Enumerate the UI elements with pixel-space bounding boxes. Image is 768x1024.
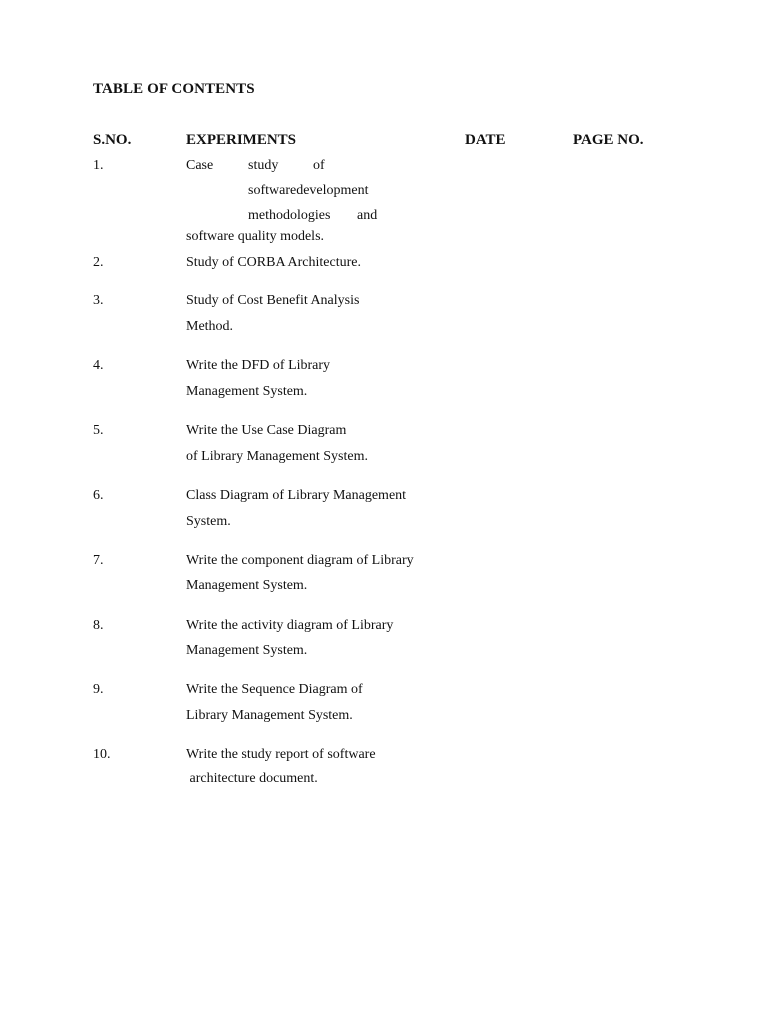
item-9-line-1: Write the Sequence Diagram of: [186, 682, 363, 697]
item-2-sno: 2.: [93, 255, 104, 270]
item-1-sno: 1.: [93, 158, 104, 173]
item-1-word-methodologies: methodologies: [248, 208, 331, 223]
item-9-line-2: Library Management System.: [186, 708, 353, 723]
item-10-line-1: Write the study report of software: [186, 747, 376, 762]
header-date: DATE: [465, 132, 506, 148]
item-1-word-study: study: [248, 158, 279, 173]
item-8-line-2: Management System.: [186, 643, 308, 658]
item-5-line-2: of Library Management System.: [186, 449, 368, 464]
item-3-line-2: Method.: [186, 319, 234, 334]
item-3-line-1: Study of Cost Benefit Analysis: [186, 293, 360, 308]
header-page-no: PAGE NO.: [573, 132, 644, 148]
item-5-line-1: Write the Use Case Diagram: [186, 423, 347, 438]
item-4-line-2: Management System.: [186, 384, 308, 399]
item-2-line-1: Study of CORBA Architecture.: [186, 255, 361, 270]
item-5-sno: 5.: [93, 423, 104, 438]
item-4-line-1: Write the DFD of Library: [186, 358, 331, 373]
item-8-sno: 8.: [93, 618, 104, 633]
header-experiments: EXPERIMENTS: [186, 132, 297, 148]
item-6-sno: 6.: [93, 488, 104, 503]
page-title: TABLE OF CONTENTS: [93, 81, 255, 97]
item-6-line-1: Class Diagram of Library Management: [186, 488, 407, 503]
item-7-sno: 7.: [93, 553, 104, 568]
item-1-word-and: and: [357, 208, 378, 223]
item-1-word-of: of: [313, 158, 325, 173]
item-4-sno: 4.: [93, 358, 104, 373]
header-sno: S.NO.: [93, 132, 132, 148]
item-1-word-softwaredevelopment: softwaredevelopment: [248, 183, 369, 198]
item-7-line-2: Management System.: [186, 578, 308, 593]
item-10-sno: 10.: [93, 747, 111, 762]
item-1-line-last: software quality models.: [186, 229, 325, 244]
item-7-line-1: Write the component diagram of Library: [186, 553, 414, 568]
item-3-sno: 3.: [93, 293, 104, 308]
item-8-line-1: Write the activity diagram of Library: [186, 618, 394, 633]
item-10-line-2: architecture document.: [186, 771, 318, 786]
item-6-line-2: System.: [186, 514, 231, 529]
item-1-word-case: Case: [186, 158, 214, 173]
item-9-sno: 9.: [93, 682, 104, 697]
